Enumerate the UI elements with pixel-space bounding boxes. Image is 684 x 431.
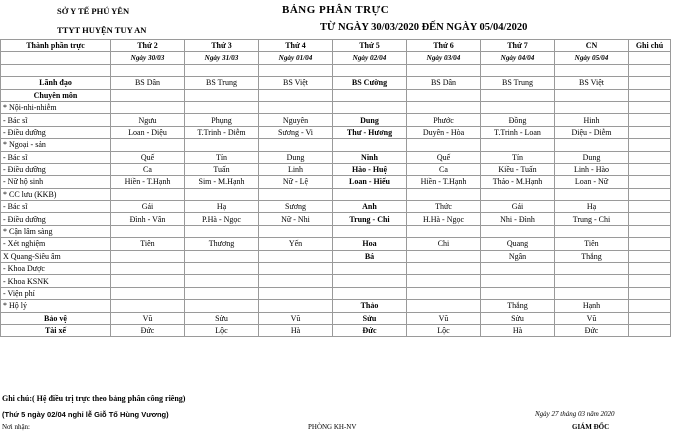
note-cell bbox=[629, 324, 671, 336]
row-label: - Nữ hộ sinh bbox=[1, 176, 111, 188]
duty-cell bbox=[407, 188, 481, 200]
table-row bbox=[1, 126, 671, 138]
duty-cell: Vũ bbox=[111, 312, 185, 324]
table-row bbox=[1, 287, 671, 299]
note-cell bbox=[629, 188, 671, 200]
table-row bbox=[1, 225, 671, 237]
duty-cell bbox=[481, 225, 555, 237]
duty-cell bbox=[333, 275, 407, 287]
table-row bbox=[1, 250, 671, 262]
note-cell bbox=[629, 77, 671, 89]
row-label: * Nội-nhi-nhiễm bbox=[1, 101, 111, 113]
duty-cell: Hạ bbox=[555, 201, 629, 213]
row-label bbox=[1, 64, 111, 76]
row-label: Tài xế bbox=[1, 324, 111, 336]
duty-cell bbox=[333, 64, 407, 76]
duty-cell bbox=[259, 139, 333, 151]
duty-cell bbox=[185, 275, 259, 287]
duty-cell bbox=[111, 89, 185, 101]
duty-cell: Hoa bbox=[333, 238, 407, 250]
duty-cell bbox=[333, 287, 407, 299]
duty-cell: Linh bbox=[259, 163, 333, 175]
duty-cell: Nữ - Nhi bbox=[259, 213, 333, 225]
date-row bbox=[1, 52, 671, 64]
note-cell bbox=[629, 114, 671, 126]
row-label: X Quang-Siêu âm bbox=[1, 250, 111, 262]
table-row bbox=[1, 77, 671, 89]
row-label: - Khoa KSNK bbox=[1, 275, 111, 287]
duty-cell bbox=[333, 139, 407, 151]
duty-cell: Sương - Vi bbox=[259, 126, 333, 138]
duty-cell bbox=[333, 89, 407, 101]
duty-cell bbox=[185, 287, 259, 299]
duty-cell: Quang bbox=[481, 238, 555, 250]
note-cell bbox=[629, 312, 671, 324]
duty-cell: BS Trung bbox=[481, 77, 555, 89]
table-row bbox=[1, 300, 671, 312]
duty-cell bbox=[481, 287, 555, 299]
duty-cell bbox=[407, 287, 481, 299]
duty-cell: Thắng bbox=[555, 250, 629, 262]
duty-cell: Tiên bbox=[555, 238, 629, 250]
duty-cell: Quế bbox=[111, 151, 185, 163]
duty-cell: Đức bbox=[333, 324, 407, 336]
table-row bbox=[1, 324, 671, 336]
duty-cell bbox=[481, 263, 555, 275]
table-row bbox=[1, 188, 671, 200]
duty-cell: Lộc bbox=[185, 324, 259, 336]
duty-cell: T.Trinh - Loan bbox=[481, 126, 555, 138]
day-header: Thứ 6 bbox=[407, 40, 481, 52]
table-row bbox=[1, 151, 671, 163]
note-cell bbox=[629, 275, 671, 287]
duty-cell: Phụng bbox=[185, 114, 259, 126]
note-cell bbox=[629, 176, 671, 188]
duty-cell: Hào - Huệ bbox=[333, 163, 407, 175]
note-cell bbox=[629, 263, 671, 275]
table-row bbox=[1, 89, 671, 101]
duty-cell: Thư - Hương bbox=[333, 126, 407, 138]
duty-cell bbox=[555, 89, 629, 101]
duty-cell: Kiều - Tuấn bbox=[481, 163, 555, 175]
row-label: Lãnh đạo bbox=[1, 77, 111, 89]
duty-cell bbox=[407, 89, 481, 101]
duty-cell: Thương bbox=[185, 238, 259, 250]
note-cell bbox=[629, 151, 671, 163]
duty-cell: Loan - Diệu bbox=[111, 126, 185, 138]
row-label: - Bác sĩ bbox=[1, 151, 111, 163]
note-cell bbox=[629, 300, 671, 312]
duty-cell bbox=[185, 300, 259, 312]
org-line-1: SỞ Y TẾ PHÚ YÊN bbox=[57, 6, 130, 16]
duty-cell: Hà bbox=[481, 324, 555, 336]
duty-cell bbox=[111, 300, 185, 312]
duty-cell: Lộc bbox=[407, 324, 481, 336]
duty-cell: BS Việt bbox=[259, 77, 333, 89]
duty-cell: Vũ bbox=[407, 312, 481, 324]
table-row bbox=[1, 139, 671, 151]
duty-cell bbox=[333, 225, 407, 237]
row-label: - Viện phí bbox=[1, 287, 111, 299]
duty-cell: BS Việt bbox=[555, 77, 629, 89]
duty-cell: Nhi - Đình bbox=[481, 213, 555, 225]
duty-cell bbox=[555, 101, 629, 113]
note-cell bbox=[629, 213, 671, 225]
table-row bbox=[1, 163, 671, 175]
recipients-label: Nơi nhận: bbox=[2, 423, 31, 431]
duty-cell bbox=[259, 250, 333, 262]
row-label: - Khoa Dược bbox=[1, 263, 111, 275]
duty-cell: Ca bbox=[111, 163, 185, 175]
day-header: Thứ 7 bbox=[481, 40, 555, 52]
duty-cell bbox=[407, 250, 481, 262]
duty-cell: Dung bbox=[555, 151, 629, 163]
duty-cell bbox=[259, 188, 333, 200]
table-row bbox=[1, 312, 671, 324]
duty-cell bbox=[259, 263, 333, 275]
table-row bbox=[1, 64, 671, 76]
duty-cell: Nữ - Lệ bbox=[259, 176, 333, 188]
row-label: - Bác sĩ bbox=[1, 201, 111, 213]
note-cell bbox=[629, 163, 671, 175]
duty-cell: Sim - M.Hạnh bbox=[185, 176, 259, 188]
duty-cell bbox=[185, 101, 259, 113]
duty-cell: H.Hà - Ngọc bbox=[407, 213, 481, 225]
row-label: * Ngoại - sản bbox=[1, 139, 111, 151]
duty-cell bbox=[333, 188, 407, 200]
duty-cell: Sửu bbox=[333, 312, 407, 324]
row-label: - Bác sĩ bbox=[1, 114, 111, 126]
duty-cell: Sửu bbox=[185, 312, 259, 324]
duty-cell: Sương bbox=[259, 201, 333, 213]
duty-cell: Hạ bbox=[185, 201, 259, 213]
note-cell bbox=[629, 287, 671, 299]
table-row bbox=[1, 101, 671, 113]
table-row bbox=[1, 213, 671, 225]
duty-cell bbox=[259, 225, 333, 237]
duty-cell bbox=[555, 64, 629, 76]
duty-cell: Hinh bbox=[555, 114, 629, 126]
duty-cell bbox=[185, 89, 259, 101]
duty-cell: Loan - Nữ bbox=[555, 176, 629, 188]
duty-cell bbox=[185, 188, 259, 200]
note-cell bbox=[629, 64, 671, 76]
duty-cell: Hạnh bbox=[555, 300, 629, 312]
duty-cell bbox=[407, 263, 481, 275]
duty-cell bbox=[111, 275, 185, 287]
duty-cell bbox=[333, 101, 407, 113]
duty-cell bbox=[111, 188, 185, 200]
row-label: - Điều dưỡng bbox=[1, 163, 111, 175]
note-cell bbox=[629, 250, 671, 262]
duty-cell: Anh bbox=[333, 201, 407, 213]
table-row bbox=[1, 238, 671, 250]
duty-cell bbox=[259, 287, 333, 299]
duty-cell bbox=[111, 64, 185, 76]
duty-cell bbox=[111, 287, 185, 299]
holiday-note: (Thứ 5 ngày 02/04 nghỉ lễ Giỗ Tổ Hùng Vương) bbox=[2, 410, 169, 419]
department-signature: PHÒNG KH-NV bbox=[308, 423, 357, 431]
duty-cell: Thảo - M.Hạnh bbox=[481, 176, 555, 188]
duty-cell: Sửu bbox=[481, 312, 555, 324]
signed-date: Ngày 27 tháng 03 năm 2020 bbox=[535, 410, 615, 418]
duty-cell bbox=[111, 101, 185, 113]
note-cell bbox=[629, 201, 671, 213]
duty-cell bbox=[555, 139, 629, 151]
duty-cell bbox=[407, 64, 481, 76]
day-header: Thứ 4 bbox=[259, 40, 333, 52]
duty-cell bbox=[481, 101, 555, 113]
day-header: Thứ 2 bbox=[111, 40, 185, 52]
duty-cell: Thức bbox=[407, 201, 481, 213]
duty-cell: Quế bbox=[407, 151, 481, 163]
note-cell bbox=[629, 139, 671, 151]
duty-cell bbox=[555, 225, 629, 237]
note-cell bbox=[629, 238, 671, 250]
duty-cell: Hiền - T.Hạnh bbox=[111, 176, 185, 188]
duty-cell bbox=[407, 139, 481, 151]
duty-cell bbox=[407, 275, 481, 287]
duty-cell: BS Dân bbox=[407, 77, 481, 89]
date-cell: Ngày 02/04 bbox=[333, 52, 407, 64]
date-cell: Ngày 04/04 bbox=[481, 52, 555, 64]
duty-cell: Tiên bbox=[111, 238, 185, 250]
duty-cell bbox=[555, 263, 629, 275]
duty-cell: Hà bbox=[259, 324, 333, 336]
row-label: Bảo vệ bbox=[1, 312, 111, 324]
duty-cell bbox=[185, 250, 259, 262]
duty-cell: Vũ bbox=[259, 312, 333, 324]
note-cell bbox=[629, 101, 671, 113]
duty-cell: BS Cường bbox=[333, 77, 407, 89]
duty-cell bbox=[481, 89, 555, 101]
row-label: - Điều dưỡng bbox=[1, 126, 111, 138]
duty-cell: Ninh bbox=[333, 151, 407, 163]
duty-cell bbox=[259, 101, 333, 113]
duty-cell bbox=[185, 225, 259, 237]
duty-cell bbox=[185, 64, 259, 76]
note-cell bbox=[629, 89, 671, 101]
duty-cell bbox=[111, 139, 185, 151]
duty-cell: Nguyên bbox=[259, 114, 333, 126]
duty-cell bbox=[259, 275, 333, 287]
duty-cell bbox=[185, 263, 259, 275]
date-note-cell bbox=[629, 52, 671, 64]
duty-cell: Đức bbox=[555, 324, 629, 336]
duty-cell: Loan - Hiếu bbox=[333, 176, 407, 188]
first-col-header: Thành phần trực bbox=[1, 40, 111, 52]
row-label: * CC lưu (KKB) bbox=[1, 188, 111, 200]
duty-cell bbox=[481, 188, 555, 200]
duty-cell bbox=[481, 275, 555, 287]
row-label: Chuyên môn bbox=[1, 89, 111, 101]
duty-cell bbox=[555, 287, 629, 299]
duty-cell bbox=[407, 101, 481, 113]
duty-cell: Trung - Chi bbox=[333, 213, 407, 225]
table-row bbox=[1, 176, 671, 188]
duty-cell: Đức bbox=[111, 324, 185, 336]
table-row bbox=[1, 275, 671, 287]
date-cell: Ngày 31/03 bbox=[185, 52, 259, 64]
duty-cell bbox=[333, 263, 407, 275]
table-row bbox=[1, 263, 671, 275]
duty-cell: T.Trinh - Diễm bbox=[185, 126, 259, 138]
duty-cell: Ngưu bbox=[111, 114, 185, 126]
duty-cell: Ca bbox=[407, 163, 481, 175]
duty-cell: Duyên - Hòa bbox=[407, 126, 481, 138]
duty-cell bbox=[481, 139, 555, 151]
duty-cell bbox=[185, 139, 259, 151]
duty-cell: P.Hà - Ngọc bbox=[185, 213, 259, 225]
duty-cell: Trung - Chi bbox=[555, 213, 629, 225]
day-header: Thứ 5 bbox=[333, 40, 407, 52]
duty-roster-table bbox=[0, 39, 671, 337]
duty-cell: Tín bbox=[185, 151, 259, 163]
day-header-row bbox=[1, 40, 671, 52]
row-label: - Điều dưỡng bbox=[1, 213, 111, 225]
org-line-2: TTYT HUYỆN TUY AN bbox=[57, 25, 147, 35]
duty-cell: Thắng bbox=[481, 300, 555, 312]
duty-cell: Phước bbox=[407, 114, 481, 126]
row-label: * Cận lâm sàng bbox=[1, 225, 111, 237]
note-cell bbox=[629, 126, 671, 138]
date-cell: Ngày 05/04 bbox=[555, 52, 629, 64]
duty-cell bbox=[407, 225, 481, 237]
footer-note: Ghi chú:( Hệ điều trị trực theo bảng phân công riêng) bbox=[2, 394, 186, 403]
duty-cell bbox=[111, 263, 185, 275]
duty-cell bbox=[259, 64, 333, 76]
duty-cell: BS Dân bbox=[111, 77, 185, 89]
row-label: - Xét nghiệm bbox=[1, 238, 111, 250]
duty-cell bbox=[111, 250, 185, 262]
duty-cell: Diệu - Diễm bbox=[555, 126, 629, 138]
date-cell: Ngày 01/04 bbox=[259, 52, 333, 64]
duty-cell: Tín bbox=[481, 151, 555, 163]
duty-cell bbox=[259, 300, 333, 312]
duty-cell: Linh - Hào bbox=[555, 163, 629, 175]
date-cell: Ngày 03/04 bbox=[407, 52, 481, 64]
duty-cell: Đồng bbox=[481, 114, 555, 126]
day-header: CN bbox=[555, 40, 629, 52]
note-col-header: Ghi chú bbox=[629, 40, 671, 52]
duty-cell: Yến bbox=[259, 238, 333, 250]
duty-cell bbox=[259, 89, 333, 101]
duty-cell bbox=[111, 225, 185, 237]
row-label: * Hộ lý bbox=[1, 300, 111, 312]
duty-cell bbox=[481, 64, 555, 76]
duty-cell: Dung bbox=[333, 114, 407, 126]
duty-cell bbox=[555, 275, 629, 287]
duty-cell: Gái bbox=[481, 201, 555, 213]
duty-cell: Hiền - T.Hạnh bbox=[407, 176, 481, 188]
duty-cell: Bá bbox=[333, 250, 407, 262]
duty-cell: Dung bbox=[259, 151, 333, 163]
date-range: TỪ NGÀY 30/03/2020 ĐẾN NGÀY 05/04/2020 bbox=[320, 22, 528, 33]
duty-cell: BS Trung bbox=[185, 77, 259, 89]
date-cell: Ngày 30/03 bbox=[111, 52, 185, 64]
director-signature: GIÁM ĐỐC bbox=[572, 423, 610, 431]
day-header: Thứ 3 bbox=[185, 40, 259, 52]
table-row bbox=[1, 201, 671, 213]
duty-cell: Vũ bbox=[555, 312, 629, 324]
duty-cell bbox=[555, 188, 629, 200]
note-cell bbox=[629, 225, 671, 237]
date-row-label bbox=[1, 52, 111, 64]
duty-cell bbox=[407, 300, 481, 312]
duty-cell: Ngân bbox=[481, 250, 555, 262]
duty-cell: Thảo bbox=[333, 300, 407, 312]
duty-cell: Tuấn bbox=[185, 163, 259, 175]
page-title: BẢNG PHÂN TRỰC bbox=[282, 4, 390, 16]
duty-cell: Chi bbox=[407, 238, 481, 250]
table-row bbox=[1, 114, 671, 126]
duty-cell: Gái bbox=[111, 201, 185, 213]
duty-cell: Đình - Vân bbox=[111, 213, 185, 225]
